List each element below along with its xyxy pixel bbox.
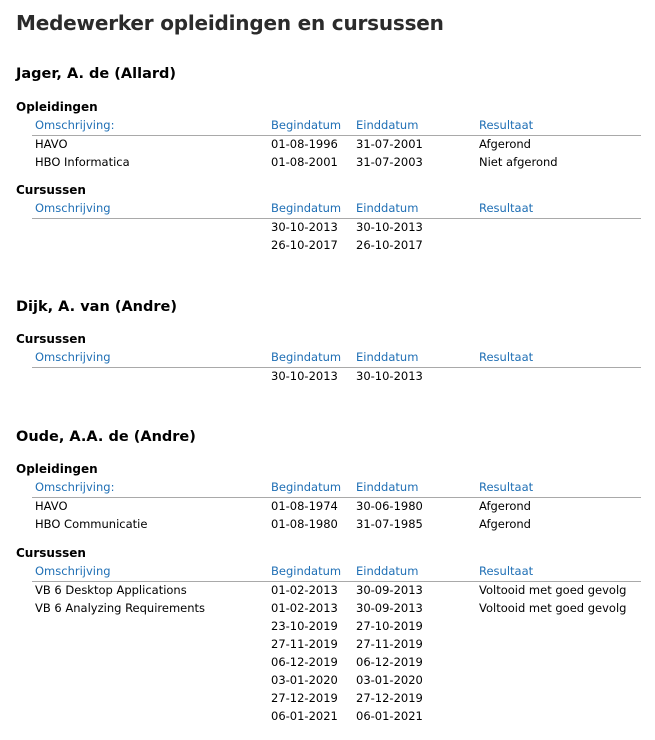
employee-name: Dijk, A. van (Andre)	[16, 299, 177, 315]
cell-resultaat: Niet afgerond	[479, 155, 558, 169]
cell-begindatum: 27-12-2019	[271, 691, 338, 705]
employee-name: Oude, A.A. de (Andre)	[16, 429, 196, 445]
cell-begindatum: 01-08-1980	[271, 517, 338, 531]
cell-begindatum: 06-01-2021	[271, 709, 338, 723]
cell-begindatum: 01-02-2013	[271, 601, 338, 615]
header-divider	[32, 497, 641, 498]
column-header-einddatum: Einddatum	[356, 350, 419, 364]
column-header-begindatum: Begindatum	[271, 118, 342, 132]
section-title-cursussen: Cursussen	[16, 332, 86, 346]
header-divider	[32, 135, 641, 136]
cell-einddatum: 03-01-2020	[356, 673, 423, 687]
header-divider	[32, 581, 641, 582]
column-header-einddatum: Einddatum	[356, 201, 419, 215]
column-header-begindatum: Begindatum	[271, 201, 342, 215]
cell-omschrijving: VB 6 Analyzing Requirements	[35, 601, 206, 615]
column-header-begindatum: Begindatum	[271, 480, 342, 494]
column-header-begindatum: Begindatum	[271, 564, 342, 578]
cell-einddatum: 30-06-1980	[356, 499, 423, 513]
cell-begindatum: 01-08-2001	[271, 155, 338, 169]
cell-omschrijving: HAVO	[35, 137, 68, 151]
column-header-resultaat: Resultaat	[479, 201, 534, 215]
cell-resultaat: Afgerond	[479, 517, 531, 531]
cell-einddatum: 27-12-2019	[356, 691, 423, 705]
cell-einddatum: 31-07-1985	[356, 517, 423, 531]
cell-omschrijving: VB 6 Desktop Applications	[35, 583, 187, 597]
cell-begindatum: 30-10-2013	[271, 369, 338, 383]
cell-einddatum: 06-01-2021	[356, 709, 423, 723]
cell-begindatum: 01-08-1974	[271, 499, 338, 513]
cell-begindatum: 03-01-2020	[271, 673, 338, 687]
cell-einddatum: 30-09-2013	[356, 601, 423, 615]
cell-einddatum: 27-10-2019	[356, 619, 423, 633]
column-header-resultaat: Resultaat	[479, 350, 534, 364]
column-header-omschrijving: Omschrijving:	[35, 118, 115, 132]
cell-begindatum: 01-08-1996	[271, 137, 338, 151]
column-header-begindatum: Begindatum	[271, 350, 342, 364]
cell-omschrijving: HBO Informatica	[35, 155, 130, 169]
column-header-einddatum: Einddatum	[356, 480, 419, 494]
cell-omschrijving: HAVO	[35, 499, 68, 513]
cell-resultaat: Afgerond	[479, 137, 531, 151]
cell-resultaat: Voltooid met goed gevolg	[479, 583, 627, 597]
column-header-omschrijving: Omschrijving:	[35, 480, 115, 494]
cell-resultaat: Afgerond	[479, 499, 531, 513]
employee-name: Jager, A. de (Allard)	[16, 66, 177, 82]
cell-begindatum: 30-10-2013	[271, 220, 338, 234]
cell-einddatum: 30-09-2013	[356, 583, 423, 597]
section-title-cursussen: Cursussen	[16, 183, 86, 197]
cell-einddatum: 30-10-2013	[356, 220, 423, 234]
section-title-opleidingen: Opleidingen	[16, 100, 98, 114]
cell-einddatum: 26-10-2017	[356, 238, 423, 252]
page-title: Medewerker opleidingen en cursussen	[16, 11, 444, 35]
header-divider	[32, 218, 641, 219]
cell-begindatum: 27-11-2019	[271, 637, 338, 651]
column-header-einddatum: Einddatum	[356, 564, 419, 578]
column-header-omschrijving: Omschrijving	[35, 201, 111, 215]
cell-einddatum: 30-10-2013	[356, 369, 423, 383]
column-header-resultaat: Resultaat	[479, 564, 534, 578]
header-divider	[32, 367, 641, 368]
cell-begindatum: 26-10-2017	[271, 238, 338, 252]
column-header-resultaat: Resultaat	[479, 118, 534, 132]
section-title-opleidingen: Opleidingen	[16, 462, 98, 476]
column-header-omschrijving: Omschrijving	[35, 564, 111, 578]
cell-begindatum: 01-02-2013	[271, 583, 338, 597]
cell-einddatum: 06-12-2019	[356, 655, 423, 669]
cell-resultaat: Voltooid met goed gevolg	[479, 601, 627, 615]
cell-einddatum: 31-07-2003	[356, 155, 423, 169]
column-header-omschrijving: Omschrijving	[35, 350, 111, 364]
column-header-resultaat: Resultaat	[479, 480, 534, 494]
cell-begindatum: 23-10-2019	[271, 619, 338, 633]
section-title-cursussen: Cursussen	[16, 546, 86, 560]
cell-omschrijving: HBO Communicatie	[35, 517, 148, 531]
cell-begindatum: 06-12-2019	[271, 655, 338, 669]
column-header-einddatum: Einddatum	[356, 118, 419, 132]
cell-einddatum: 31-07-2001	[356, 137, 423, 151]
cell-einddatum: 27-11-2019	[356, 637, 423, 651]
